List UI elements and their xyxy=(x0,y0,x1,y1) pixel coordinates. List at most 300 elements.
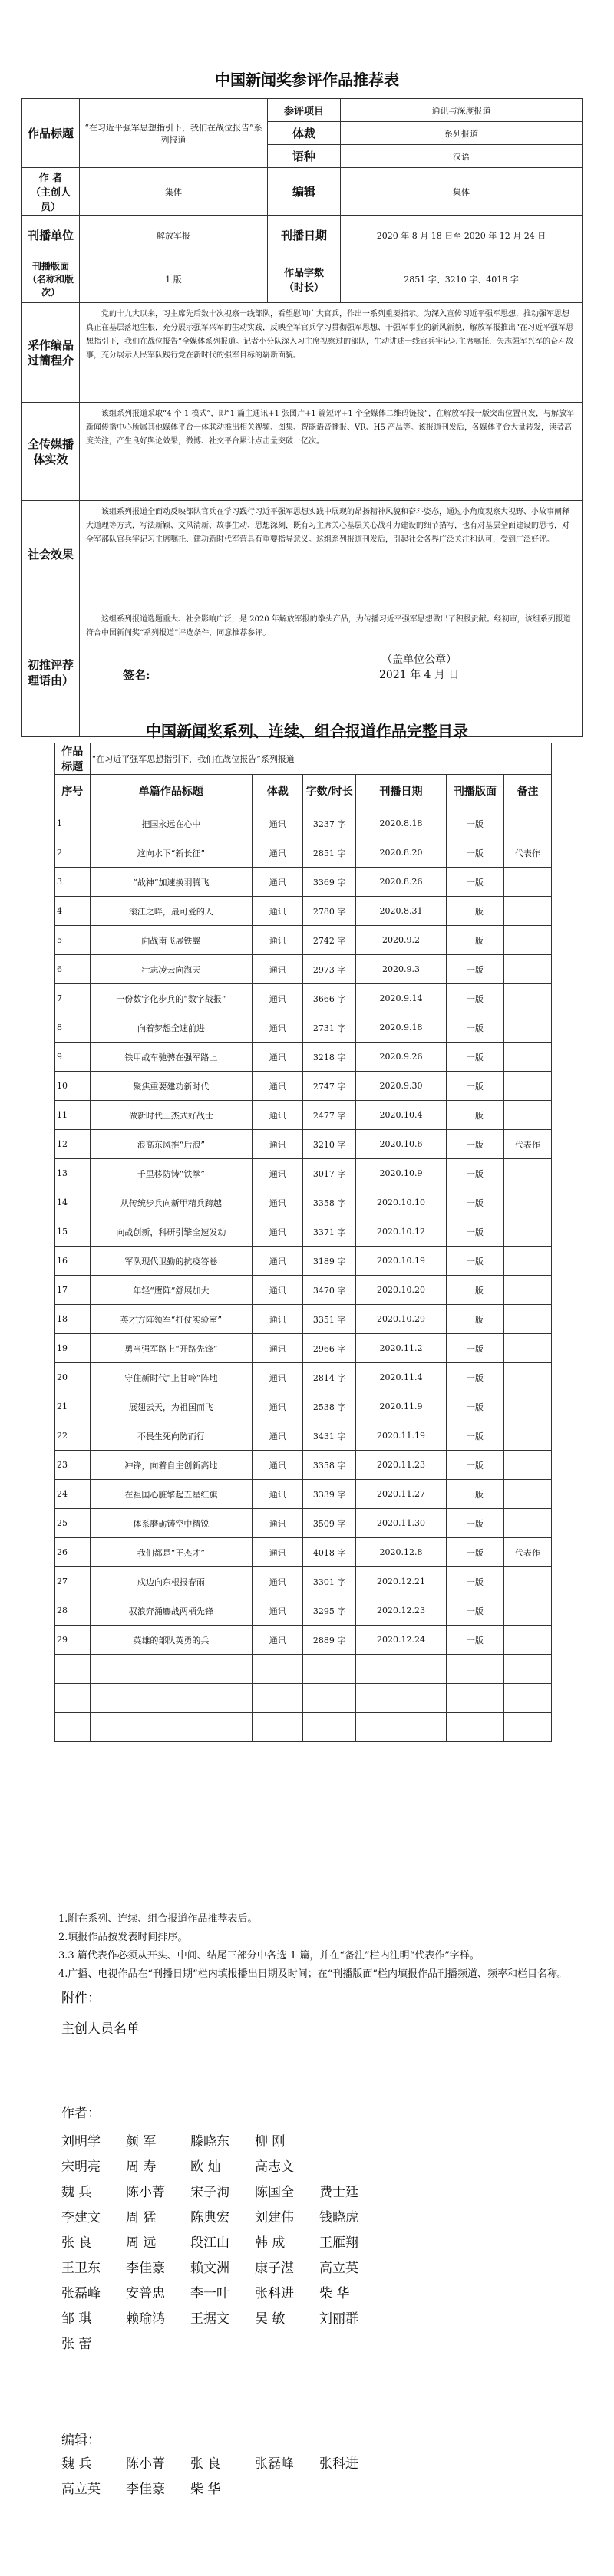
table-cell: 2020.8.18 xyxy=(355,809,446,838)
table-cell: 2973 字 xyxy=(303,955,355,984)
table-row xyxy=(55,1451,552,1480)
person-name: 柴 华 xyxy=(190,2482,221,2497)
table-cell: 一版 xyxy=(447,1130,504,1159)
person-name: 滕晓东 xyxy=(190,2134,229,2149)
appendix-heading: 附件： xyxy=(61,1991,101,2006)
page-label: 刊播版面 （名称和版次） xyxy=(22,255,80,303)
form2-title: 中国新闻奖系列、连续、组合报道作品完整目录 xyxy=(146,722,468,740)
table-row xyxy=(55,1567,552,1596)
category-label: 参评项目 xyxy=(268,99,341,122)
table-row xyxy=(55,1072,552,1101)
table-cell: 3509 字 xyxy=(303,1509,355,1538)
table-cell: 8 xyxy=(55,1013,91,1043)
name-row xyxy=(61,2256,384,2281)
seal-block xyxy=(379,652,459,683)
table-cell: “战神”加速换羽腾飞 xyxy=(90,868,253,897)
table-cell: 一版 xyxy=(447,809,504,838)
process-text: 党的十九大以来，习主席先后数十次视察一线部队，看望慰问广大官兵，作出一系列重要指示。为深入宣传习近平强军思想，推动强军思想真正在基层落地生根，充分展示强军兴军的生动实践，反映全军官兵学习贯彻强军思想、干强军事业的新风新貌，解放军报推出“在习近平强军思想指引下，我们在战位报告”全媒体系列报道。记者小分队深入习主席视察过的部队，生动讲述一线官兵牢记习主席嘱托，矢志强军兴军的奋斗故事，充分展示人民军队践行党在新时代的强军目标的崭新面貌。 xyxy=(80,303,583,403)
table-cell: 2020.11.4 xyxy=(355,1363,446,1392)
table-cell: 2742 字 xyxy=(303,926,355,955)
table-row xyxy=(55,984,552,1013)
table-cell: 2814 字 xyxy=(303,1363,355,1392)
table-cell: 2477 字 xyxy=(303,1101,355,1130)
table-cell: 2020.9.30 xyxy=(355,1072,446,1101)
table-cell: 一版 xyxy=(447,1101,504,1130)
table-cell: 2020.10.12 xyxy=(355,1217,446,1247)
editors-label: 编辑： xyxy=(61,2433,101,2448)
table-cell: 22 xyxy=(55,1421,91,1451)
authors-list xyxy=(61,2130,384,2357)
table-cell: 向战南飞展铁翼 xyxy=(90,926,253,955)
catalog-notes xyxy=(58,1910,580,1984)
table-cell: 一版 xyxy=(447,897,504,926)
authors-label: 作者： xyxy=(61,2106,101,2121)
table-row xyxy=(55,1392,552,1421)
empty-cell xyxy=(253,1684,303,1713)
person-name: 颜 军 xyxy=(126,2134,157,2149)
table-cell: 3358 字 xyxy=(303,1188,355,1217)
table-row xyxy=(55,1043,552,1072)
table-cell: 展翅云天，为祖国而飞 xyxy=(90,1392,253,1421)
table-cell xyxy=(503,1334,551,1363)
table-cell: 2020.10.29 xyxy=(355,1305,446,1334)
table-cell: 4 xyxy=(55,897,91,926)
empty-cell xyxy=(355,1655,446,1684)
table-cell: 2020.8.26 xyxy=(355,868,446,897)
table-cell: 2020.10.6 xyxy=(355,1130,446,1159)
genre-value: 系列报道 xyxy=(341,122,583,145)
table-cell xyxy=(503,1421,551,1451)
wordcount-value: 2851 字、3210 字、4018 字 xyxy=(341,255,583,303)
table-row xyxy=(55,1596,552,1626)
table-cell: 驭浪奔涌鏖战两栖先锋 xyxy=(90,1596,253,1626)
table-cell: 24 xyxy=(55,1480,91,1509)
person-name: 张 蕾 xyxy=(61,2337,92,2352)
table-cell: 一版 xyxy=(447,1276,504,1305)
editor-value: 集体 xyxy=(341,168,583,216)
table-cell: 一版 xyxy=(447,1188,504,1217)
date-value: 2020 年 8 月 18 日至 2020 年 12 月 24 日 xyxy=(341,216,583,255)
person-name: 张 良 xyxy=(190,2456,221,2472)
table-cell: 向战创新，科研引擎全速发动 xyxy=(90,1217,253,1247)
person-name: 安普忠 xyxy=(126,2286,165,2301)
table-cell: 通讯 xyxy=(253,1101,303,1130)
table-cell: 3295 字 xyxy=(303,1596,355,1626)
person-name: 魏 兵 xyxy=(61,2185,92,2200)
person-name: 张科进 xyxy=(319,2456,358,2472)
table-cell: 守住新时代“上甘岭”阵地 xyxy=(90,1363,253,1392)
table-cell: 2020.11.2 xyxy=(355,1334,446,1363)
table-cell: 一版 xyxy=(447,1626,504,1655)
wordcount-label: 作品字数 （时长） xyxy=(268,255,341,303)
table-cell: 通讯 xyxy=(253,1188,303,1217)
table-row xyxy=(55,1276,552,1305)
person-name: 宋明亮 xyxy=(61,2159,101,2175)
empty-cell xyxy=(55,1684,91,1713)
table-row xyxy=(55,868,552,897)
table-cell: 2020.9.26 xyxy=(355,1043,446,1072)
table-cell: 一版 xyxy=(447,926,504,955)
publisher-label: 刊播单位 xyxy=(22,216,80,255)
person-name: 张磊峰 xyxy=(255,2456,294,2472)
table-cell: 通讯 xyxy=(253,1626,303,1655)
table-row xyxy=(55,838,552,868)
table-cell: 通讯 xyxy=(253,926,303,955)
catalog-table xyxy=(54,743,552,1742)
table-cell: 2020.10.10 xyxy=(355,1188,446,1217)
table-cell: 通讯 xyxy=(253,897,303,926)
table-cell: 通讯 xyxy=(253,1421,303,1451)
table-cell: 通讯 xyxy=(253,1043,303,1072)
person-name: 康子湛 xyxy=(255,2261,294,2276)
empty-cell xyxy=(447,1655,504,1684)
table-cell: 3210 字 xyxy=(303,1130,355,1159)
table-cell: 铁甲战车驰骋在强军路上 xyxy=(90,1043,253,1072)
table-cell: 一版 xyxy=(447,1392,504,1421)
table-cell: 16 xyxy=(55,1247,91,1276)
table-cell: 一版 xyxy=(447,1567,504,1596)
table-cell: 千里移防铸“铁拳” xyxy=(90,1159,253,1188)
table-cell: 通讯 xyxy=(253,838,303,868)
table-cell xyxy=(503,1480,551,1509)
table-cell: 一版 xyxy=(447,868,504,897)
person-name: 王据文 xyxy=(190,2311,229,2327)
person-name: 赖文洲 xyxy=(190,2261,229,2276)
table-cell: 一版 xyxy=(447,1043,504,1072)
table-cell: 2020.11.23 xyxy=(355,1451,446,1480)
table-cell: 18 xyxy=(55,1305,91,1334)
table-cell xyxy=(503,1305,551,1334)
table-cell: 浪高东风推“后浪” xyxy=(90,1130,253,1159)
table-cell: 25 xyxy=(55,1509,91,1538)
table-cell: 2966 字 xyxy=(303,1334,355,1363)
date-label: 刊播日期 xyxy=(268,216,341,255)
table-cell: 2020.11.19 xyxy=(355,1421,446,1451)
table-cell: 通讯 xyxy=(253,809,303,838)
note-item: 4.广播、电视作品在“刊播日期”栏内填报播出日期及时间；在“刊播版面”栏内填报作品刊播频道、频率和栏目名称。 xyxy=(58,1968,567,1980)
table-cell: 壮志凌云向海天 xyxy=(90,955,253,984)
header-cell: 刊播版面 xyxy=(447,775,504,809)
table-cell: 2020.9.3 xyxy=(355,955,446,984)
category-value: 通讯与深度报道 xyxy=(341,99,583,122)
table-cell: 滚江之畔，最可爱的人 xyxy=(90,897,253,926)
effect-text: 该组系列报道采取“4 个 1 模式”，即“1 篇主通讯+1 张图片+1 篇短评+1 个全媒体二维码链接”，在解放军报一版突出位置刊发，与解放军新闻传播中心所属其他媒体平台一体联动推出相关视频、图集、智能语音播报、VR、H5 产品等。该报道刊发后，各媒体平台大量转发，读者高度关注，产生良好舆论效果，微博、社交平台累计点击量突破一亿次。 xyxy=(80,403,583,501)
table-cell: 通讯 xyxy=(253,868,303,897)
table-cell xyxy=(503,1276,551,1305)
table-cell: 通讯 xyxy=(253,1072,303,1101)
table-cell: 通讯 xyxy=(253,1305,303,1334)
table-cell: 年轻“鹰阵”舒展加大 xyxy=(90,1276,253,1305)
empty-cell xyxy=(503,1684,551,1713)
person-name: 高立英 xyxy=(61,2482,101,2497)
header-cell: 单篇作品标题 xyxy=(90,775,253,809)
table-cell xyxy=(503,1451,551,1480)
person-name: 周 远 xyxy=(126,2235,157,2251)
table-row xyxy=(55,1363,552,1392)
name-row xyxy=(61,2452,384,2477)
table-cell: 2020.10.4 xyxy=(355,1101,446,1130)
table-cell: 21 xyxy=(55,1392,91,1421)
person-name: 李建文 xyxy=(61,2210,101,2225)
table-cell: 聚焦重要建功新时代 xyxy=(90,1072,253,1101)
form1-title: 中国新闻奖参评作品推荐表 xyxy=(215,71,399,89)
table-cell: 2020.12.23 xyxy=(355,1596,446,1626)
empty-cell xyxy=(90,1655,253,1684)
social-label: 社会效果 xyxy=(22,501,80,608)
table-cell: 一版 xyxy=(447,1421,504,1451)
empty-cell xyxy=(55,1655,91,1684)
person-name: 刘丽群 xyxy=(319,2311,358,2327)
table-cell: 一版 xyxy=(447,1247,504,1276)
person-name: 张磊峰 xyxy=(61,2286,101,2301)
table-cell: 3 xyxy=(55,868,91,897)
table-cell: 9 xyxy=(55,1043,91,1072)
table-cell: 1 xyxy=(55,809,91,838)
table-cell xyxy=(503,1217,551,1247)
table-cell: 一版 xyxy=(447,1480,504,1509)
table-cell: 4018 字 xyxy=(303,1538,355,1567)
table-row xyxy=(55,1101,552,1130)
empty-cell xyxy=(447,1684,504,1713)
empty-row xyxy=(55,1713,552,1742)
catalog-header xyxy=(55,775,552,809)
table-row xyxy=(55,1159,552,1188)
sign-date: 2021 年 4 月 日 xyxy=(379,669,460,681)
name-row xyxy=(61,2477,384,2502)
table-cell xyxy=(503,1392,551,1421)
table-cell: 通讯 xyxy=(253,1451,303,1480)
header-cell: 序号 xyxy=(55,775,91,809)
table-cell: 一版 xyxy=(447,1451,504,1480)
table-cell: 不畏生死向防而行 xyxy=(90,1421,253,1451)
person-name: 魏 兵 xyxy=(61,2456,92,2472)
work-title-value: “在习近平强军思想指引下，我们在战位报告”系列报道 xyxy=(80,99,268,168)
table-cell: 2538 字 xyxy=(303,1392,355,1421)
table-cell: 15 xyxy=(55,1217,91,1247)
note-item: 1.附在系列、连续、组合报道作品推荐表后。 xyxy=(58,1913,258,1925)
table-cell: 英雄的部队英勇的兵 xyxy=(90,1626,253,1655)
table-row xyxy=(55,1247,552,1276)
table-cell: 2780 字 xyxy=(303,897,355,926)
person-name: 段江山 xyxy=(190,2235,229,2251)
person-name: 李佳豪 xyxy=(126,2261,165,2276)
table-cell: 3218 字 xyxy=(303,1043,355,1072)
table-cell: 2020.11.9 xyxy=(355,1392,446,1421)
person-name: 陈小菁 xyxy=(126,2185,165,2200)
table-row xyxy=(55,809,552,838)
table-cell: 3339 字 xyxy=(303,1480,355,1509)
table-cell xyxy=(503,1101,551,1130)
table-cell: 戍边向东根报春雨 xyxy=(90,1567,253,1596)
table-cell: 3371 字 xyxy=(303,1217,355,1247)
table-cell: 从传统步兵向新甲精兵跨越 xyxy=(90,1188,253,1217)
empty-cell xyxy=(355,1684,446,1713)
table-row xyxy=(55,1188,552,1217)
person-name: 吴 敏 xyxy=(255,2311,286,2327)
author-label: 作 者 （主创人员） xyxy=(22,168,80,216)
note-item: 2.填报作品按发表时间排序。 xyxy=(58,1932,188,1943)
catalog-title-value: “在习近平强军思想指引下，我们在战位报告”系列报道 xyxy=(90,743,551,775)
table-cell: 通讯 xyxy=(253,1538,303,1567)
recommend-text: 这组系列报道选题重大、社会影响广泛，是 2020 年解放军报的拳头产品，为传播习近平强军思想做出了积极贡献。经初审，该组系列报道符合中国新闻奖“系列报道”评选条件，同意推荐参评。 xyxy=(80,608,583,737)
person-name: 周 寿 xyxy=(126,2159,157,2175)
person-name: 李佳豪 xyxy=(126,2482,165,2497)
table-cell: 28 xyxy=(55,1596,91,1626)
person-name: 陈典宏 xyxy=(190,2210,229,2225)
table-cell: 一版 xyxy=(447,1305,504,1334)
editors-list xyxy=(61,2452,384,2502)
table-cell: 3017 字 xyxy=(303,1159,355,1188)
table-cell: 2020.11.30 xyxy=(355,1509,446,1538)
table-cell: 一版 xyxy=(447,1334,504,1363)
header-cell: 刊播日期 xyxy=(355,775,446,809)
table-cell: 2 xyxy=(55,838,91,868)
table-cell: 2020.10.19 xyxy=(355,1247,446,1276)
table-cell: 通讯 xyxy=(253,955,303,984)
person-name: 韩 成 xyxy=(255,2235,286,2251)
table-cell: 13 xyxy=(55,1159,91,1188)
empty-cell xyxy=(303,1655,355,1684)
table-cell: 3189 字 xyxy=(303,1247,355,1276)
table-row xyxy=(55,1130,552,1159)
seal-note: （盖单位公章） xyxy=(381,654,457,666)
person-name: 柴 华 xyxy=(319,2286,350,2301)
empty-cell xyxy=(503,1713,551,1742)
empty-cell xyxy=(253,1713,303,1742)
empty-cell xyxy=(90,1713,253,1742)
language-value: 汉语 xyxy=(341,145,583,168)
table-cell: 2020.11.27 xyxy=(355,1480,446,1509)
person-name: 周 猛 xyxy=(126,2210,157,2225)
table-cell xyxy=(503,1567,551,1596)
table-cell xyxy=(503,1363,551,1392)
table-cell: 26 xyxy=(55,1538,91,1567)
table-cell: 11 xyxy=(55,1101,91,1130)
recommend-label: 初推评荐理语由） xyxy=(22,608,80,737)
table-row xyxy=(55,1421,552,1451)
person-name: 陈小菁 xyxy=(126,2456,165,2472)
table-cell xyxy=(503,1043,551,1072)
table-cell: 这向水下“新长征” xyxy=(90,838,253,868)
name-row xyxy=(61,2180,384,2205)
table-cell: 我们都是“王杰才” xyxy=(90,1538,253,1567)
table-cell: 5 xyxy=(55,926,91,955)
empty-cell xyxy=(303,1684,355,1713)
empty-cell xyxy=(355,1713,446,1742)
table-cell: 通讯 xyxy=(253,1276,303,1305)
table-cell: 一版 xyxy=(447,984,504,1013)
name-row xyxy=(61,2307,384,2332)
header-cell: 字数/时长 xyxy=(303,775,355,809)
table-cell: 2020.8.31 xyxy=(355,897,446,926)
table-row xyxy=(55,1626,552,1655)
table-cell: 通讯 xyxy=(253,1013,303,1043)
table-cell: 3301 字 xyxy=(303,1567,355,1596)
genre-label: 体裁 xyxy=(268,122,341,145)
table-cell: 一版 xyxy=(447,1538,504,1567)
person-name: 费士廷 xyxy=(319,2185,358,2200)
person-name: 王卫东 xyxy=(61,2261,101,2276)
table-cell: 一版 xyxy=(447,1013,504,1043)
header-cell: 体裁 xyxy=(253,775,303,809)
publisher-value: 解放军报 xyxy=(80,216,268,255)
table-cell: 冲锋，向着自主创新高地 xyxy=(90,1451,253,1480)
table-cell xyxy=(503,809,551,838)
table-cell xyxy=(503,868,551,897)
table-cell: 英才方阵领军“打仗实验室” xyxy=(90,1305,253,1334)
empty-cell xyxy=(447,1713,504,1742)
table-cell: 通讯 xyxy=(253,1480,303,1509)
person-name: 邹 琪 xyxy=(61,2311,92,2327)
language-label: 语种 xyxy=(268,145,341,168)
table-cell: 通讯 xyxy=(253,1509,303,1538)
table-cell xyxy=(503,1188,551,1217)
table-cell xyxy=(503,926,551,955)
recommendation-form xyxy=(21,98,583,737)
table-cell: 代表作 xyxy=(503,838,551,868)
table-cell: 通讯 xyxy=(253,1247,303,1276)
table-cell: 一版 xyxy=(447,955,504,984)
table-row xyxy=(55,1305,552,1334)
table-cell: 代表作 xyxy=(503,1130,551,1159)
work-title-label: 作品标题 xyxy=(22,99,80,168)
table-cell: 29 xyxy=(55,1626,91,1655)
empty-row xyxy=(55,1684,552,1713)
person-name: 刘明学 xyxy=(61,2134,101,2149)
table-cell: 通讯 xyxy=(253,1392,303,1421)
person-name: 王雁翔 xyxy=(319,2235,358,2251)
table-cell: 2889 字 xyxy=(303,1626,355,1655)
person-name: 李一叶 xyxy=(190,2286,229,2301)
table-cell xyxy=(503,984,551,1013)
person-name: 宋子洵 xyxy=(190,2185,229,2200)
table-cell: 2851 字 xyxy=(303,838,355,868)
table-cell: 一版 xyxy=(447,1159,504,1188)
table-cell: 3470 字 xyxy=(303,1276,355,1305)
empty-cell xyxy=(55,1713,91,1742)
table-cell: 一版 xyxy=(447,1596,504,1626)
table-cell xyxy=(503,1013,551,1043)
table-cell xyxy=(503,1509,551,1538)
table-cell xyxy=(503,1596,551,1626)
table-cell: 通讯 xyxy=(253,1567,303,1596)
table-cell: 17 xyxy=(55,1276,91,1305)
table-cell xyxy=(503,1626,551,1655)
person-name: 钱晓虎 xyxy=(319,2210,358,2225)
person-name: 高立英 xyxy=(319,2261,358,2276)
table-row xyxy=(55,1013,552,1043)
table-cell: 一版 xyxy=(447,1217,504,1247)
editor-label: 编辑 xyxy=(268,168,341,216)
table-cell xyxy=(503,1159,551,1188)
table-row xyxy=(55,955,552,984)
table-cell: 2020.10.9 xyxy=(355,1159,446,1188)
table-cell: 2020.10.20 xyxy=(355,1276,446,1305)
table-cell: 勇当强军路上“开路先锋” xyxy=(90,1334,253,1363)
person-name: 高志文 xyxy=(255,2159,294,2175)
author-value: 集体 xyxy=(80,168,268,216)
table-cell: 2020.8.20 xyxy=(355,838,446,868)
name-row xyxy=(61,2231,384,2256)
note-item: 3.3 篇代表作必须从开头、中间、结尾三部分中各选 1 篇，并在“备注”栏内注明“代表作”字样。 xyxy=(58,1950,480,1962)
table-row xyxy=(55,1480,552,1509)
table-cell: 在祖国心脏擎起五星红旗 xyxy=(90,1480,253,1509)
name-row xyxy=(61,2332,384,2357)
process-label: 采作编品过簡程介 xyxy=(22,303,80,403)
table-row xyxy=(55,1509,552,1538)
table-cell: 一份数字化步兵的“数字战报” xyxy=(90,984,253,1013)
empty-cell xyxy=(90,1684,253,1713)
